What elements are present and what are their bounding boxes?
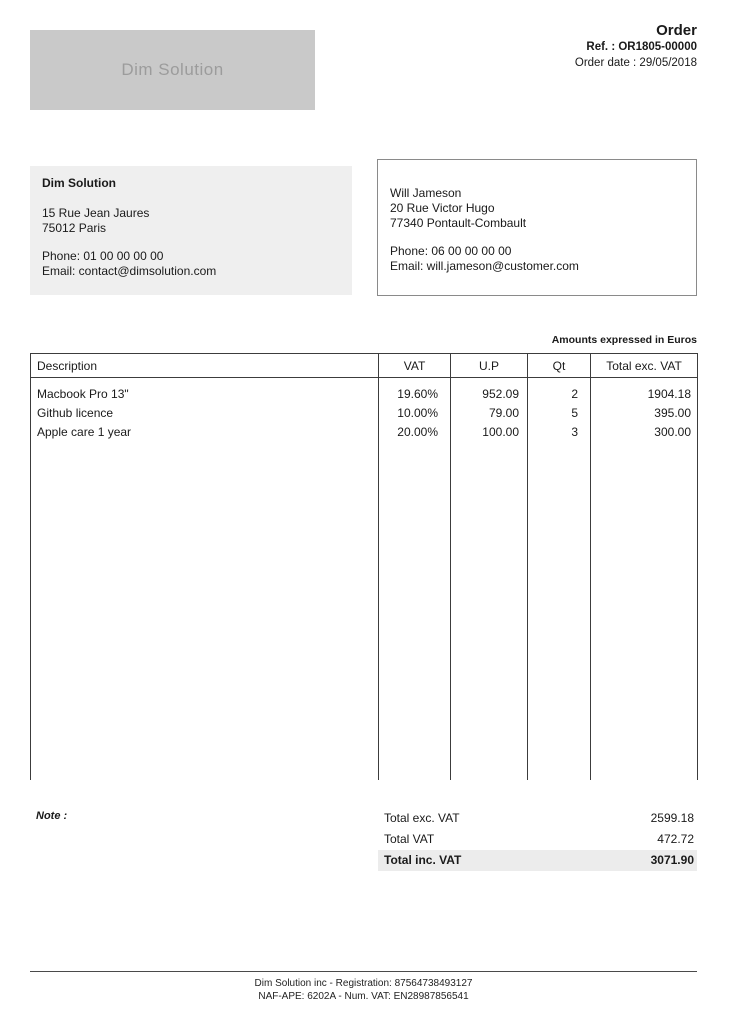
item-unit-price: 100.00 [451, 423, 528, 442]
item-total: 1904.18 [591, 378, 698, 405]
item-total: 395.00 [591, 404, 698, 423]
seller-phone: Phone: 01 00 00 00 00 [42, 249, 164, 263]
order-header [575, 23, 697, 71]
item-description: Apple care 1 year [31, 423, 379, 442]
currency-note: Amounts expressed in Euros [551, 334, 697, 346]
item-quantity: 3 [528, 423, 591, 442]
item-vat: 10.00% [379, 404, 451, 423]
customer-name: Will Jameson [390, 186, 462, 200]
col-header-description: Description [31, 354, 379, 378]
items-table-header-row [31, 354, 698, 378]
customer-info-box [377, 159, 697, 296]
item-vat: 20.00% [379, 423, 451, 442]
order-title: Order [656, 22, 697, 39]
footer [30, 971, 697, 1003]
company-logo-text: Dim Solution [121, 60, 224, 79]
total-vat-label: Total VAT [384, 832, 435, 846]
table-filler-row [31, 442, 698, 780]
item-description: Github licence [31, 404, 379, 423]
table-row [31, 378, 698, 405]
seller-contact [42, 249, 340, 279]
item-quantity: 5 [528, 404, 591, 423]
item-quantity: 2 [528, 378, 591, 405]
total-vat-value: 472.72 [657, 832, 694, 846]
customer-address [390, 201, 684, 231]
totals-section [378, 808, 697, 871]
total-vat-row [378, 829, 697, 850]
item-total: 300.00 [591, 423, 698, 442]
seller-address-line1: 15 Rue Jean Jaures [42, 206, 150, 220]
order-reference: Ref. : OR1805-00000 [586, 41, 697, 53]
seller-address [42, 206, 340, 236]
item-vat: 19.60% [379, 378, 451, 405]
col-header-vat: VAT [379, 354, 451, 378]
total-inc-vat-value: 3071.90 [650, 853, 694, 867]
footer-registration: Dim Solution inc - Registration: 87564738493127 [254, 978, 473, 989]
item-unit-price: 79.00 [451, 404, 528, 423]
total-exc-vat-label: Total exc. VAT [384, 811, 460, 825]
footer-vat-info: NAF-APE: 6202A - Num. VAT: EN28987856541 [258, 991, 469, 1002]
customer-phone: Phone: 06 00 00 00 00 [390, 244, 512, 258]
order-date: Order date : 29/05/2018 [574, 57, 697, 69]
customer-email: Email: will.jameson@customer.com [390, 259, 579, 273]
note-label: Note : [36, 810, 68, 822]
customer-address-line2: 77340 Pontault-Combault [390, 216, 527, 230]
col-header-total-exc-vat: Total exc. VAT [591, 354, 698, 378]
col-header-unit-price: U.P [451, 354, 528, 378]
seller-info-box [30, 166, 352, 295]
customer-address-line1: 20 Rue Victor Hugo [390, 201, 495, 215]
item-description: Macbook Pro 13" [31, 378, 379, 405]
total-exc-vat-row [378, 808, 697, 829]
item-unit-price: 952.09 [451, 378, 528, 405]
items-table [30, 353, 698, 780]
seller-name: Dim Solution [42, 176, 116, 190]
total-exc-vat-value: 2599.18 [650, 811, 694, 825]
seller-email: Email: contact@dimsolution.com [42, 264, 217, 278]
col-header-quantity: Qt [528, 354, 591, 378]
table-row [31, 404, 698, 423]
seller-address-line2: 75012 Paris [42, 221, 107, 235]
total-inc-vat-row [378, 850, 697, 871]
table-row [31, 423, 698, 442]
total-inc-vat-label: Total inc. VAT [384, 853, 462, 867]
footer-divider [30, 971, 697, 972]
customer-contact [390, 244, 684, 274]
company-logo [30, 30, 315, 110]
